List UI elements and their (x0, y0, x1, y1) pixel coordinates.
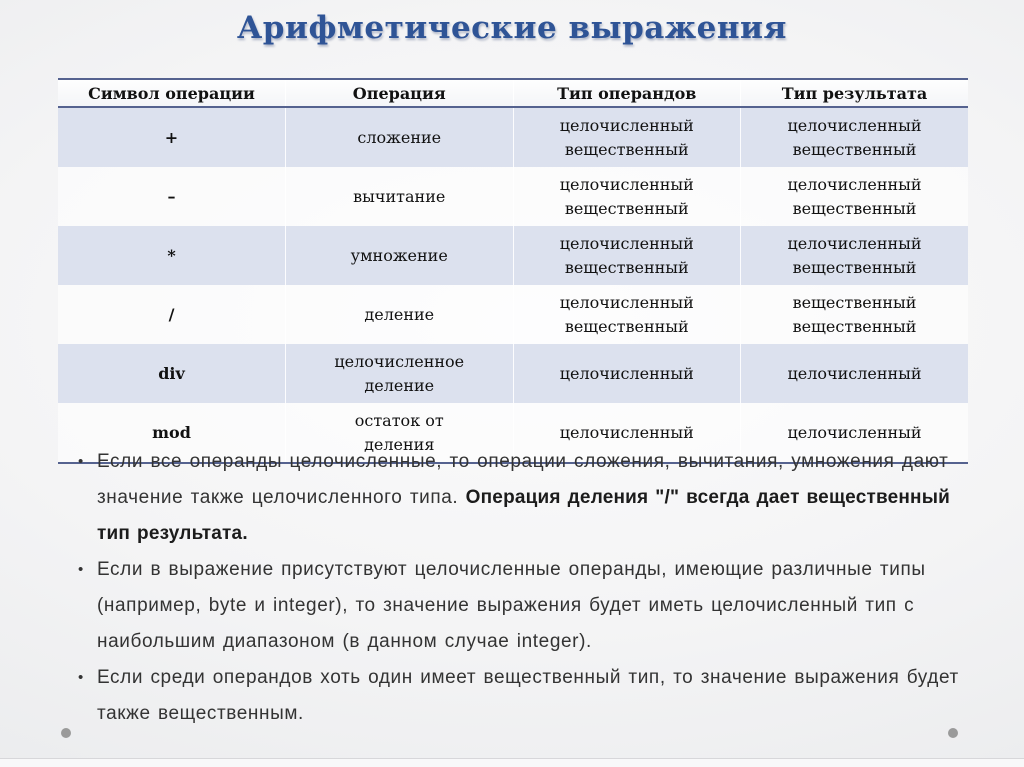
operations-table-body (58, 107, 968, 463)
cell-line: целочисленный (787, 363, 922, 383)
table-row (58, 107, 968, 167)
cell-line: вещественный (792, 257, 917, 277)
cell-line: целочисленный (787, 116, 922, 136)
table-row (58, 344, 968, 403)
bullet-text-segment: Если в выражение присутствуют целочисленные операнды, имеющие различные типы (например, byte и integer), то значение выражения будет иметь целочисленный тип с наибольшим диапазоном (в данном случае integer). (97, 559, 926, 652)
column-header: Операция (286, 79, 514, 107)
column-header: Тип результата (741, 79, 969, 107)
bullet-marker: • (78, 669, 84, 686)
slide-title: Арифметические выражения (237, 10, 787, 46)
cell-line: целочисленный (787, 175, 922, 195)
bullet-text-segment: Если среди операндов хоть один имеет вещественный тип, то значение выражения будет также вещественным. (97, 667, 959, 724)
column-header: Символ операции (58, 79, 286, 107)
cell-result-types (741, 107, 969, 167)
cell-operation (286, 167, 514, 226)
cell-line: целочисленное (334, 352, 465, 372)
cell-line: целочисленный (559, 422, 694, 442)
bullet-text (97, 660, 970, 732)
cell-operation (286, 107, 514, 167)
bullet-text (97, 444, 970, 552)
cell-line: вычитание (353, 186, 446, 206)
cell-operation-symbol: / (168, 304, 175, 324)
table-row (58, 285, 968, 344)
cell-line: целочисленный (787, 234, 922, 254)
operations-table (58, 78, 968, 464)
cell-operation-symbol: + (164, 127, 179, 147)
cell-line: умножение (350, 245, 448, 265)
bullet-marker: • (78, 453, 84, 470)
decorative-dot-right (948, 728, 958, 738)
table-row (58, 167, 968, 226)
bullet-marker: • (78, 561, 84, 578)
cell-operation (286, 344, 514, 403)
cell-line: целочисленный (559, 234, 694, 254)
cell-line: вещественный (792, 316, 917, 336)
cell-line: деление (364, 375, 435, 395)
cell-line: целочисленный (787, 422, 922, 442)
bullet-item (78, 660, 970, 732)
slide-bottom-band (0, 758, 1024, 767)
cell-operand-types (513, 226, 741, 285)
cell-line: целочисленный (559, 363, 694, 383)
cell-result-types (741, 167, 969, 226)
cell-line: остаток от (354, 411, 444, 431)
table-row (58, 226, 968, 285)
cell-operand-types (513, 344, 741, 403)
header-row (58, 79, 968, 107)
cell-operation-symbol: mod (152, 422, 191, 442)
bullet-text-segment: Если все операнды целочисленные, то операции сложения, вычитания, умножения дают значение также целочисленного типа. (97, 451, 949, 508)
cell-result-types (741, 226, 969, 285)
cell-line: целочисленный (559, 293, 694, 313)
cell-line: вещественный (564, 139, 689, 159)
cell-operand-types (513, 285, 741, 344)
cell-line: вещественный (792, 198, 917, 218)
bullet-list (78, 444, 970, 732)
cell-line: целочисленный (559, 175, 694, 195)
column-header: Тип операндов (513, 79, 741, 107)
cell-operation (286, 285, 514, 344)
bullet-item (78, 552, 970, 660)
cell-line: деление (364, 304, 435, 324)
cell-line: вещественный (564, 198, 689, 218)
cell-line: целочисленный (559, 116, 694, 136)
cell-line: сложение (357, 127, 442, 147)
cell-result-types (741, 344, 969, 403)
cell-line: деления (364, 434, 435, 454)
cell-line: вещественный (564, 316, 689, 336)
cell-line: вещественный (564, 257, 689, 277)
cell-operand-types (513, 167, 741, 226)
cell-result-types (741, 285, 969, 344)
bullet-text-bold-segment: Операция деления "/" всегда дает вещественный тип результата. (97, 487, 951, 544)
cell-line: вещественный (792, 139, 917, 159)
bullet-text (97, 552, 970, 660)
bullet-item (78, 444, 970, 552)
operations-table-header (58, 79, 968, 107)
cell-operand-types (513, 107, 741, 167)
cell-operation (286, 226, 514, 285)
decorative-dot-left (61, 728, 71, 738)
cell-operation-symbol: * (167, 245, 176, 265)
cell-operation-symbol: div (158, 363, 185, 383)
cell-line: вещественный (792, 293, 917, 313)
cell-operation-symbol: – (167, 186, 176, 206)
